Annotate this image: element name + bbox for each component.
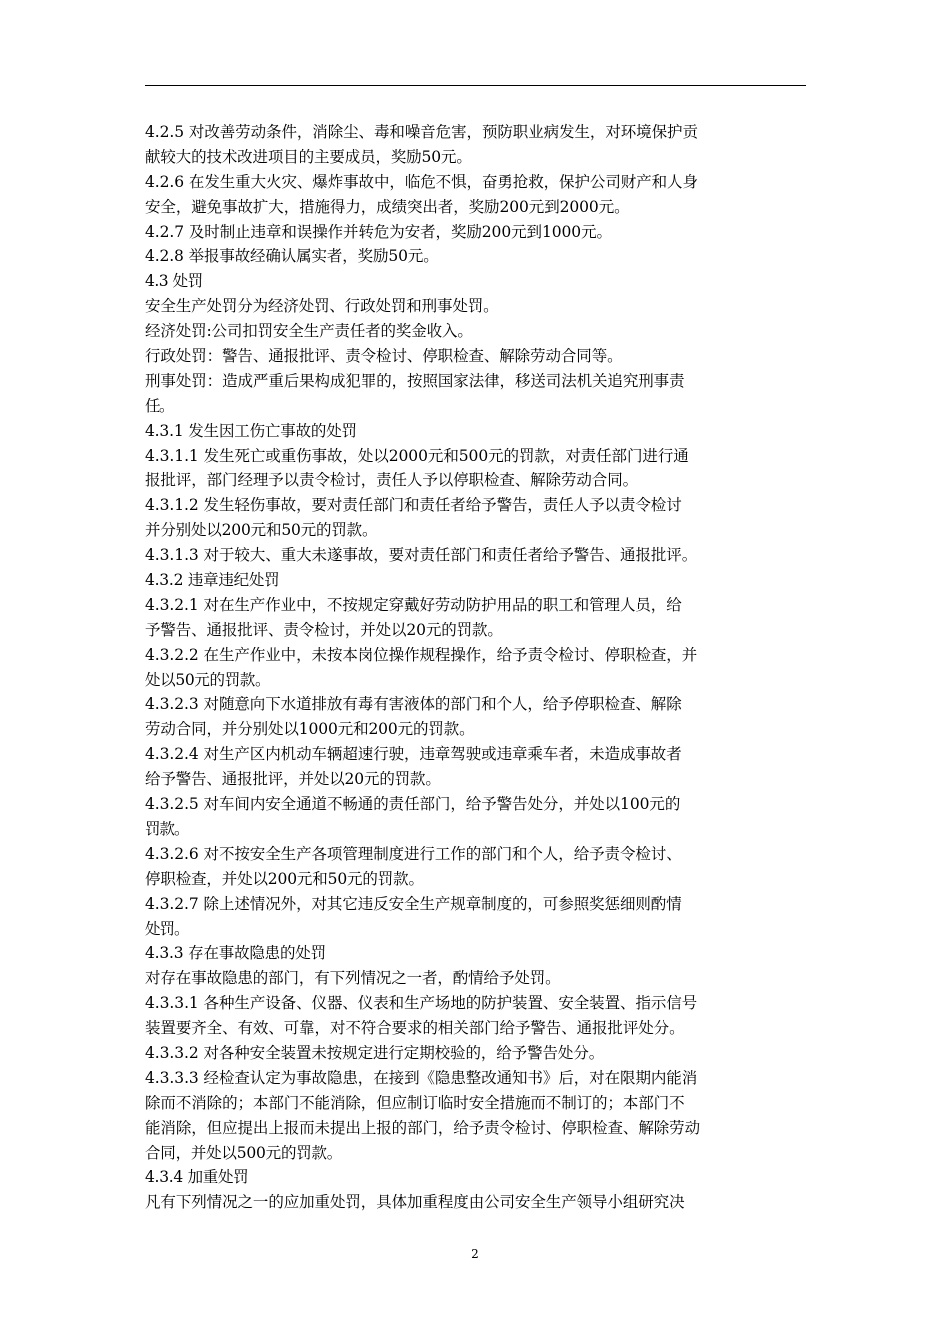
text-line: 给予警告、通报批评，并处以20元的罚款。	[145, 770, 441, 789]
text-line: 4.3.2.1 对在生产作业中，不按规定穿戴好劳动防护用品的职工和管理人员，给	[145, 595, 682, 614]
text-line: 4.3.4 加重处罚	[145, 1168, 249, 1187]
text-line: 凡有下列情况之一的应加重处罚，具体加重程度由公司安全生产领导小组研究决	[145, 1193, 685, 1212]
text-line: 经济处罚:公司扣罚安全生产责任者的奖金收入。	[145, 322, 473, 341]
text-line: 4.3.2.6 对不按安全生产各项管理制度进行工作的部门和个人，给予责令检讨、	[145, 844, 682, 863]
text-line: 刑事处罚：造成严重后果构成犯罪的，按照国家法律，移送司法机关追究刑事责	[145, 371, 685, 390]
text-line: 劳动合同，并分别处以1000元和200元的罚款。	[145, 720, 475, 739]
text-line: 4.3.1.3 对于较大、重大未遂事故，要对责任部门和责任者给予警告、通报批评。	[145, 546, 698, 565]
text-line: 4.3.1.1 发生死亡或重伤事故，处以2000元和500元的罚款，对责任部门进行通	[145, 446, 689, 465]
text-line: 停职检查，并处以200元和50元的罚款。	[145, 869, 424, 888]
text-line: 献较大的技术改进项目的主要成员，奖励50元。	[145, 147, 472, 166]
text-line: 能消除，但应提出上报而未提出上报的部门，给予责令检讨、停职检查、解除劳动	[145, 1118, 701, 1137]
text-line: 4.3.3.1 各种生产设备、仪器、仪表和生产场地的防护装置、安全装置、指示信号	[145, 994, 698, 1013]
text-line: 4.3.1.2 发生轻伤事故，要对责任部门和责任者给予警告，责任人予以责令检讨	[145, 496, 682, 515]
text-line: 4.3.2.7 除上述情况外，对其它违反安全生产规章制度的，可参照奖惩细则酌情	[145, 894, 682, 913]
document-body	[145, 120, 810, 1215]
text-line: 予警告、通报批评、责令检讨，并处以20元的罚款。	[145, 620, 503, 639]
text-line: 处以50元的罚款。	[145, 670, 271, 689]
text-line: 罚款。	[145, 819, 189, 838]
text-line: 行政处罚：警告、通报批评、责令检讨、停职检查、解除劳动合同等。	[145, 347, 623, 366]
text-line: 4.3.3.2 对各种安全装置未按规定进行定期校验的，给予警告处分。	[145, 1043, 605, 1062]
text-line: 4.2.6 在发生重大火灾、爆炸事故中，临危不惧，奋勇抢救，保护公司财产和人身	[145, 172, 698, 191]
text-line: 4.3.2.5 对车间内安全通道不畅通的责任部门，给予警告处分，并处以100元的	[145, 795, 681, 814]
text-line: 对存在事故隐患的部门，有下列情况之一者，酌情给予处罚。	[145, 969, 561, 988]
text-line: 4.3.3.3 经检查认定为事故隐患，在接到《隐患整改通知书》后，对在限期内能消	[145, 1068, 698, 1087]
page-number: 2	[471, 1247, 479, 1261]
text-line: 处罚。	[145, 919, 189, 938]
text-line: 安全生产处罚分为经济处罚、行政处罚和刑事处罚。	[145, 297, 499, 316]
text-line: 4.2.7 及时制止违章和误操作并转危为安者，奖励200元到1000元。	[145, 222, 612, 241]
header-rule	[145, 85, 806, 86]
text-line: 4.3.2.3 对随意向下水道排放有毒有害液体的部门和个人，给予停职检查、解除	[145, 695, 682, 714]
text-line: 4.3.3 存在事故隐患的处罚	[145, 944, 326, 963]
text-line: 任。	[145, 396, 174, 415]
text-line: 4.3.1 发生因工伤亡事故的处罚	[145, 421, 357, 440]
text-line: 装置要齐全、有效、可靠，对不符合要求的相关部门给予警告、通报批评处分。	[145, 1019, 685, 1038]
text-line: 4.3 处罚	[145, 272, 203, 291]
text-line: 4.2.8 举报事故经确认属实者，奖励50元。	[145, 247, 439, 266]
text-line: 4.2.5 对改善劳动条件，消除尘、毒和噪音危害，预防职业病发生，对环境保护贡	[145, 123, 698, 141]
text-line: 4.3.2.4 对生产区内机动车辆超速行驶，违章驾驶或违章乘车者，未造成事故者	[145, 745, 682, 764]
text-line: 4.3.2 违章违纪处罚	[145, 571, 280, 590]
text-line: 合同，并处以500元的罚款。	[145, 1143, 343, 1162]
text-line: 报批评，部门经理予以责令检讨，责任人予以停职检查、解除劳动合同。	[145, 471, 639, 490]
text-line: 4.3.2.2 在生产作业中，未按本岗位操作规程操作，给予责令检讨、停职检查，并	[145, 645, 698, 664]
text-line: 除而不消除的；本部门不能消除，但应制订临时安全措施而不制订的；本部门不	[145, 1093, 685, 1112]
text-line: 安全，避免事故扩大，措施得力，成绩突出者，奖励200元到2000元。	[145, 197, 630, 216]
text-line: 并分别处以200元和50元的罚款。	[145, 521, 378, 540]
